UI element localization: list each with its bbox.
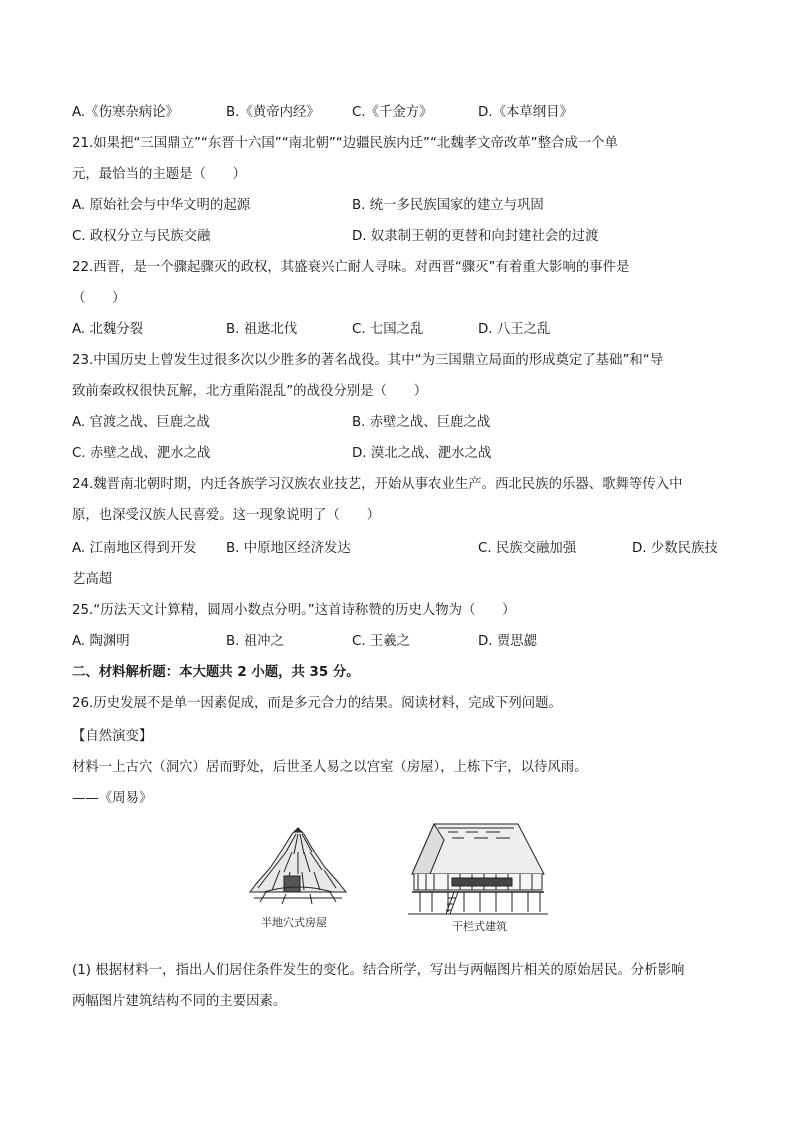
q20-option-b: B.《黄帝内经》 (226, 105, 320, 120)
q23-option-b: B. 赤壁之战、巨鹿之战 (352, 415, 491, 430)
q24-option-a: A. 江南地区得到开发 (72, 541, 197, 556)
q24-option-d: D. 少数民族技 (632, 541, 718, 556)
q25-option-d: D. 贾思勰 (478, 634, 537, 649)
q24-stem-line1: 24.魏晋南北朝时期，内迁各族学习汉族农业技艺，开始从事农业生产。西北民族的乐器、歌舞等传入中 (72, 477, 683, 492)
q21-option-b: B. 统一多民族国家的建立与巩固 (352, 198, 544, 213)
q22-stem-line1: 22.西晋，是一个骤起骤灭的政权，其盛衰兴亡耐人寻味。对西晋“骤灭”有着重大影响的事件是 (72, 260, 630, 275)
q22-option-d: D. 八王之乱 (478, 322, 551, 337)
q25-stem: 25.“历法天文计算精，圆周小数点分明。”这首诗称赞的历史人物为（ ） (72, 603, 516, 618)
q24-option-c: C. 民族交融加强 (478, 541, 577, 556)
q24-option-b: B. 中原地区经济发达 (226, 541, 351, 556)
q26-heading: 【自然演变】 (72, 729, 153, 744)
q20-option-d: D.《本草纲目》 (478, 105, 573, 120)
q22-option-c: C. 七国之乱 (352, 322, 424, 337)
q25-option-c: C. 王羲之 (352, 634, 411, 649)
q21-stem-line1: 21.如果把“三国鼎立”“东晋十六国”“南北朝”“边疆民族内迁”“北魏孝文帝改革”整合成一个单 (72, 136, 618, 151)
section2-title: 二、材料解析题：本大题共 2 小题，共 35 分。 (72, 665, 360, 680)
q22-option-a: A. 北魏分裂 (72, 322, 143, 337)
q22-option-b: B. 祖逖北伐 (226, 322, 298, 337)
stilt-house-icon (408, 814, 548, 918)
q22-stem-line2: （ ） (72, 291, 126, 306)
q21-option-c: C. 政权分立与民族交融 (72, 229, 211, 244)
figure-semi-subterranean-house (246, 822, 350, 912)
q26-sub1-line1: (1) 根据材料一，指出人们居住条件发生的变化。结合所学，写出与两幅图片相关的原始居民。分析影响 (72, 963, 685, 978)
q23-option-c: C. 赤壁之战、淝水之战 (72, 446, 211, 461)
q24-stem-line2: 原，也深受汉族人民喜爱。这一现象说明了（ ） (72, 508, 380, 523)
q20-option-c: C.《千金方》 (352, 105, 433, 120)
q24-option-d-wrap: 艺高超 (72, 572, 113, 587)
q25-option-b: B. 祖冲之 (226, 634, 284, 649)
q23-stem-line1: 23.中国历史上曾发生过很多次以少胜多的著名战役。其中“为三国鼎立局面的形成奠定了基础”和“导 (72, 353, 664, 368)
q26-stem: 26.历史发展不是单一因素促成，而是多元合力的结果。阅读材料，完成下列问题。 (72, 696, 562, 711)
caption-semi-subterranean-house: 半地穴式房屋 (261, 916, 327, 929)
caption-stilt-house: 干栏式建筑 (452, 920, 507, 933)
q23-option-a: A. 官渡之战、巨鹿之战 (72, 415, 210, 430)
q26-source: ——《周易》 (72, 791, 153, 806)
q21-stem-line2: 元，最恰当的主题是（ ） (72, 167, 247, 182)
q26-sub1-line2: 两幅图片建筑结构不同的主要因素。 (72, 994, 287, 1009)
thatched-hut-icon (246, 822, 350, 912)
q21-option-d: D. 奴隶制王朝的更替和向封建社会的过渡 (352, 229, 599, 244)
q20-option-a: A.《伤寒杂病论》 (72, 105, 179, 120)
q25-option-a: A. 陶渊明 (72, 634, 130, 649)
q26-material1: 材料一上古穴（洞穴）居而野处，后世圣人易之以宫室（房屋），上栋下宇，以待风雨。 (72, 760, 588, 775)
q23-stem-line2: 致前秦政权很快瓦解，北方重陷混乱”的战役分别是（ ） (72, 384, 428, 399)
q23-option-d: D. 漠北之战、淝水之战 (352, 446, 492, 461)
figure-stilt-house (408, 814, 548, 918)
q21-option-a: A. 原始社会与中华文明的起源 (72, 198, 251, 213)
